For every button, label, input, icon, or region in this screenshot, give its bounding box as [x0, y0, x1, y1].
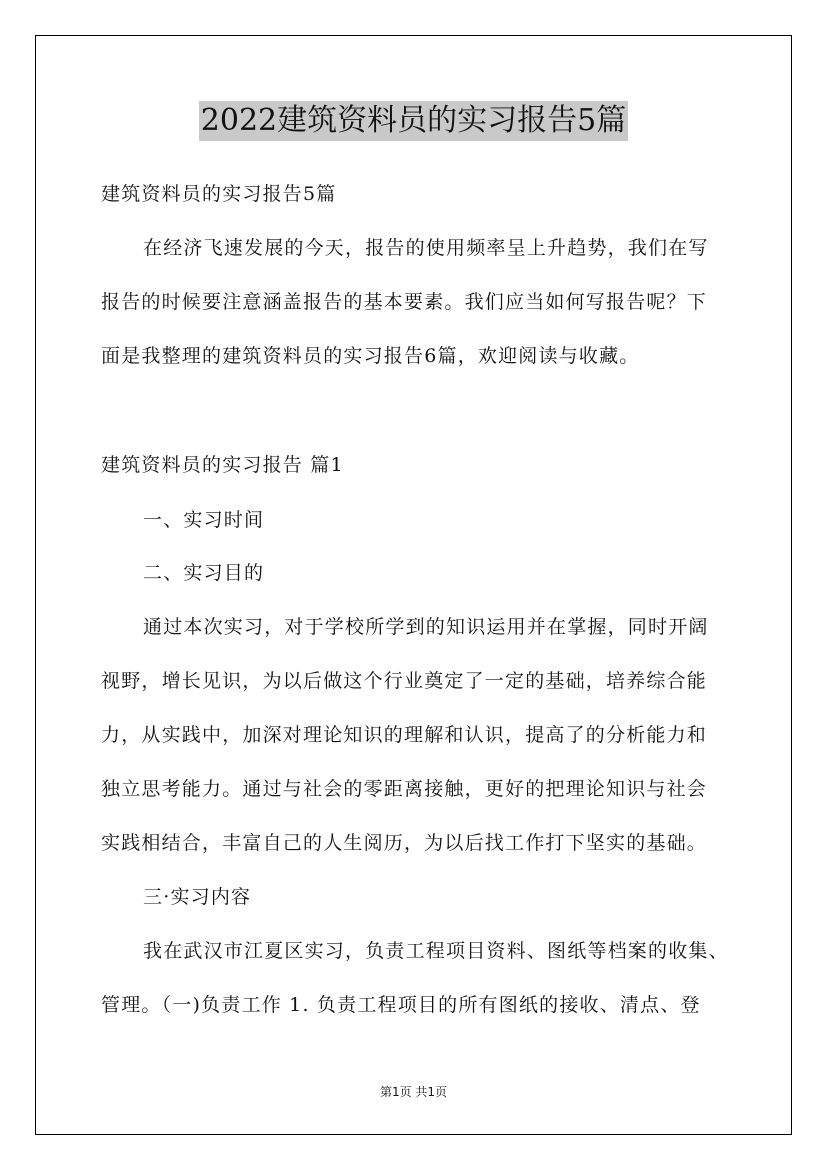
list-item-heading: 一、实习时间	[143, 509, 265, 531]
paragraph-line: 我在武汉市江夏区实习，负责工程项目资料、图纸等档案的收集、	[143, 940, 729, 962]
document-title: 2022建筑资料员的实习报告5篇	[199, 101, 628, 141]
paragraph-line: 力，从实践中，加深对理论知识的理解和认识，提高了的分析能力和	[101, 724, 708, 746]
subtitle-line: 建筑资料员的实习报告5篇	[101, 183, 337, 205]
paragraph-line: 报告的时候要注意涵盖报告的基本要素。我们应当如何写报告呢？下	[101, 291, 708, 313]
section-heading: 建筑资料员的实习报告 篇1	[101, 454, 344, 476]
paragraph-line: 通过本次实习，对于学校所学到的知识运用并在掌握，同时开阔	[143, 616, 709, 638]
paragraph-line: 视野，增长见识，为以后做这个行业奠定了一定的基础，培养综合能	[101, 670, 708, 692]
title-wrap	[0, 101, 827, 141]
list-item-heading: 二、实习目的	[143, 562, 265, 584]
list-item-heading: 三·实习内容	[143, 886, 252, 908]
paragraph-line: 实践相结合，丰富自己的人生阅历，为以后找工作打下坚实的基础。	[101, 832, 708, 854]
paragraph-line: 管理。（一)负责工作 1. 负责工程项目的所有图纸的接收、清点、登	[101, 994, 701, 1016]
paragraph-line: 在经济飞速发展的今天，报告的使用频率呈上升趋势，我们在写	[143, 237, 709, 259]
paragraph-line: 面是我整理的建筑资料员的实习报告6篇，欢迎阅读与收藏。	[101, 345, 640, 367]
page-footer: 第1页 共1页	[379, 1085, 448, 1099]
paragraph-line: 独立思考能力。通过与社会的零距离接触，更好的把理论知识与社会	[101, 778, 708, 800]
